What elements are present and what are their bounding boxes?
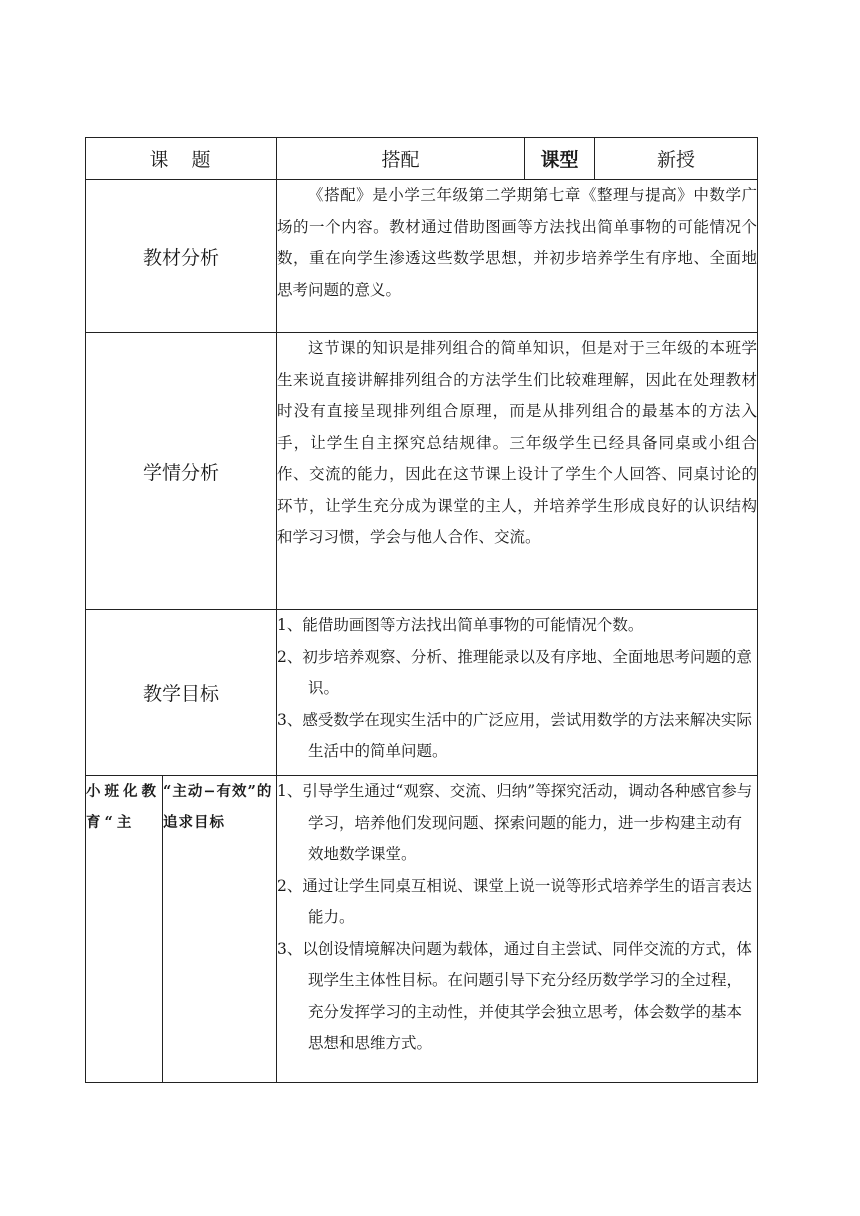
goals-label: 教学目标 xyxy=(86,610,277,776)
student-row xyxy=(86,333,758,610)
small-class-item: 1、引导学生通过“观察、交流、归纳”等探究活动，调动各种感官参与学习，培养他们发现问题、探索问题的能力，进一步构建主动有效地数学课堂。 xyxy=(277,782,753,863)
lesson-plan-table xyxy=(85,137,758,1083)
material-label: 教材分析 xyxy=(86,180,277,333)
goal-item: 3、感受数学在现实生活中的广泛应用，尝试用数学的方法来解决实际生活中的简单问题。 xyxy=(277,710,752,760)
student-text: 这节课的知识是排列组合的简单知识，但是对于三年级的本班学生来说直接讲解排列组合的方法学生们比较难理解，因此在处理教材时没有直接呈现排列组合原理，而是从排列组合的最基本的方法入手，让学生自主探究总结规律。三年级学生已经具备同桌或小组合作、交流的能力，因此在这节课上设计了学生个人回答、同桌讨论的环节，让学生充分成为课堂的主人，并培养学生形成良好的认识结构和学习习惯，学会与他人合作、交流。 xyxy=(277,339,758,546)
type-value: 新授 xyxy=(595,138,758,180)
material-text: 《搭配》是小学三年级第二学期第七章《整理与提高》中数学广场的一个内容。教材通过借助图画等方法找出简单事物的可能情况个数，重在向学生渗透这些数学思想，并初步培养学生有序地、全面地思考问题的意义。 xyxy=(277,186,758,299)
topic-label: 课 题 xyxy=(86,138,277,180)
small-class-list xyxy=(277,776,758,1083)
topic-value: 搭配 xyxy=(277,138,525,180)
type-label: 课型 xyxy=(525,138,595,180)
small-class-item: 2、通过让学生同桌互相说、课堂上说一说等形式培养学生的语言表达能力。 xyxy=(277,876,752,926)
small-class-item: 3、以创设情境解决问题为载体，通过自主尝试、同伴交流的方式，体现学生主体性目标。在问题引导下充分经历数学学习的全过程，充分发挥学习的主动性，并使其学会独立思考，体会数学的基本思想和思维方式。 xyxy=(277,939,752,1052)
small-class-side-label: 小班化教育“主 xyxy=(86,776,163,1083)
goals-row xyxy=(86,610,758,776)
header-row xyxy=(86,138,758,180)
goal-item: 1、能借助画图等方法找出简单事物的可能情况个数。 xyxy=(277,616,644,634)
small-class-sub-label: “主动−有效”的追求目标 xyxy=(163,776,277,1083)
small-class-row xyxy=(86,776,758,1083)
student-label: 学情分析 xyxy=(86,333,277,610)
goal-item: 2、初步培养观察、分析、推理能录以及有序地、全面地思考问题的意识。 xyxy=(277,647,752,697)
material-row xyxy=(86,180,758,333)
goals-list xyxy=(277,610,758,776)
